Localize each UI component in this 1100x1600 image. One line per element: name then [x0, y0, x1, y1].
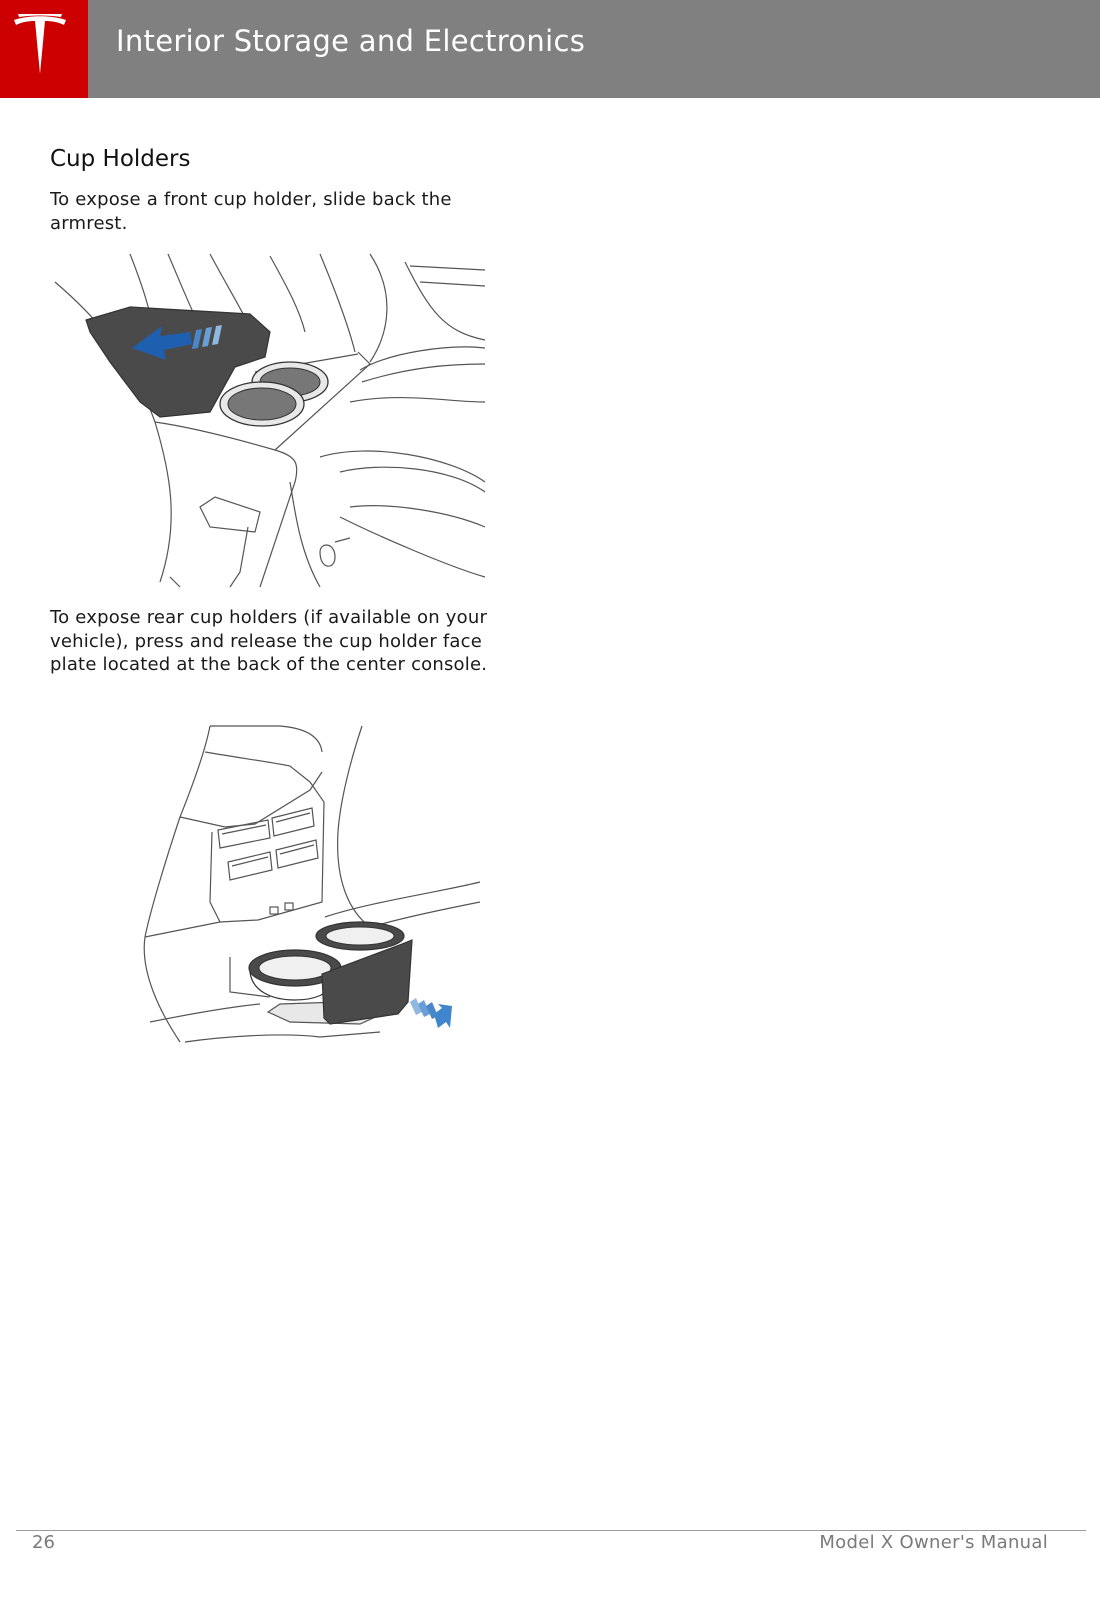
rear-console-cupholder-illustration — [140, 722, 490, 1064]
footer-divider — [16, 1530, 1086, 1531]
tesla-logo-icon — [12, 14, 68, 74]
front-cupholder-figure — [50, 252, 495, 590]
rear-cupholder-instructions: To expose rear cup holders (if available on your vehicle), press and release the cup holder face plate located at the back of the center console. — [50, 607, 488, 675]
manual-name: Model X Owner's Manual — [819, 1532, 1048, 1553]
brand-logo-box — [0, 0, 88, 98]
page-number: 26 — [32, 1532, 55, 1553]
front-armrest-cupholder-illustration — [50, 252, 495, 590]
rear-cupholder-figure — [140, 722, 490, 1064]
front-cupholder-instructions: To expose a front cup holder, slide back the armrest. — [50, 189, 452, 234]
page-header-banner — [0, 0, 1100, 98]
chapter-title: Interior Storage and Electronics — [116, 24, 586, 58]
section-heading: Cup Holders — [50, 146, 191, 172]
